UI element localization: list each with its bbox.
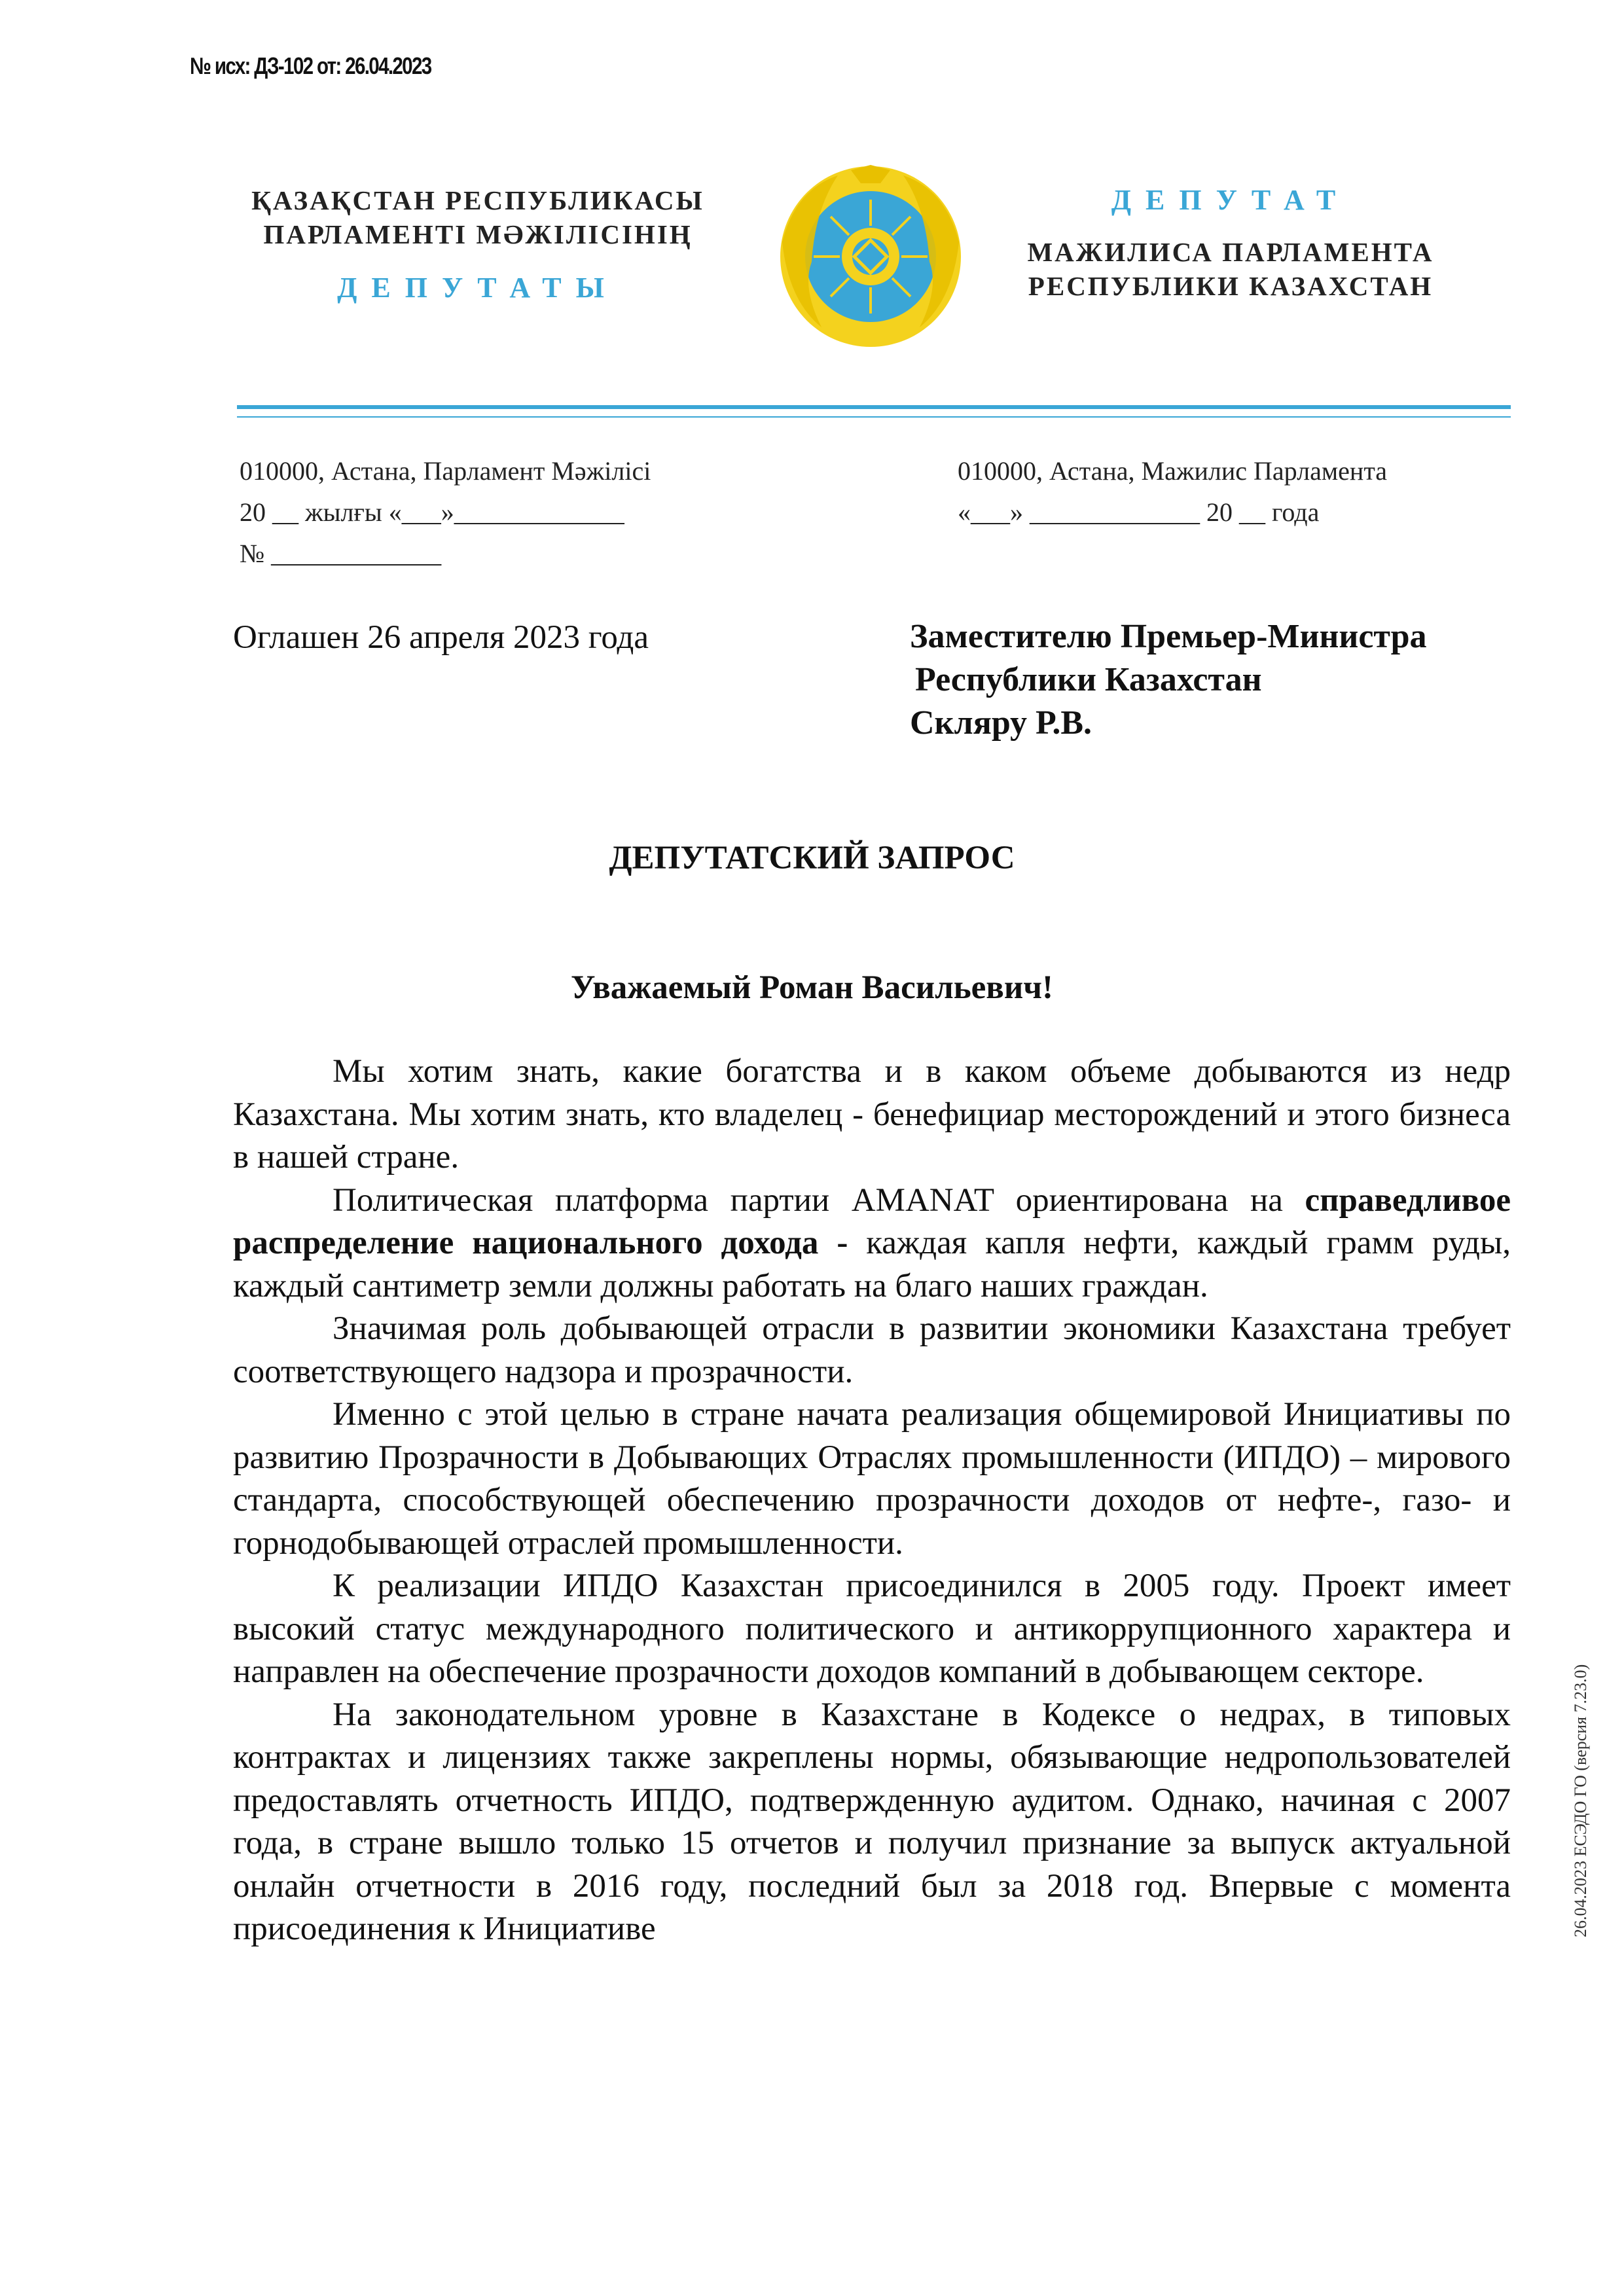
addressee-line1: Заместителю Премьер-Министра [910, 618, 1427, 655]
address-kz-line3: № _____________ [240, 539, 442, 568]
address-ru [958, 450, 1387, 533]
header-kz-deputy: ДЕПУТАТЫ [337, 272, 619, 304]
addressee-block [910, 615, 1427, 745]
header-ru [962, 183, 1499, 303]
header-ru-line2: РЕСПУБЛИКИ КАЗАХСТАН [1028, 271, 1434, 301]
address-ru-line1: 010000, Астана, Мажилис Парламента [958, 456, 1388, 486]
paragraph-3: Значимая роль добывающей отрасли в развитии экономики Казахстана требует соответствующего надзора и прозрачности. [233, 1310, 1511, 1390]
paragraph-4: Именно с этой целью в стране начата реализация общемировой Инициативы по развитию Прозрачности в Добывающих Отраслях промышленности (ИПДО) – мирового стандарта, способствующей обеспечению прозрачности доходов от нефте-, газо- и горнодобывающей отраслей промышленности. [233, 1396, 1511, 1562]
header-kz [196, 183, 759, 304]
document-title: ДЕПУТАТСКИЙ ЗАПРОС [609, 840, 1015, 876]
registration-number: № исх: ДЗ-102 от: 26.04.2023 [190, 52, 431, 79]
address-kz [240, 450, 651, 574]
header-kz-line1: ҚАЗАҚСТАН РЕСПУБЛИКАСЫ [251, 185, 704, 215]
paragraph-2-bold: справедливое распределение национального дохода - [233, 1181, 1511, 1261]
paragraph-5: К реализации ИПДО Казахстан присоединился в 2005 году. Проект имеет высокий статус международного политического и антикоррупционного характера и направлен на обеспечение прозрачности доходов компаний в добывающем секторе. [233, 1568, 1511, 1690]
address-kz-line2: 20 __ жылғы «___»_____________ [240, 497, 624, 527]
address-ru-line2: «___» _____________ 20 __ года [958, 497, 1320, 527]
announced-date: Оглашен 26 апреля 2023 года [233, 619, 649, 656]
salutation: Уважаемый Роман Васильевич! [571, 969, 1053, 1006]
header-kz-line2: ПАРЛАМЕНТІ МӘЖІЛІСІНІҢ [263, 219, 693, 249]
addressee-line2: Республики Казахстан [915, 661, 1262, 698]
header-ru-deputy: ДЕПУТАТ [1111, 184, 1350, 216]
paragraph-1: Мы хотим знать, какие богатства и в каком объеме добываются из недр Казахстана. Мы хотим знать, кто владелец - бенефициар месторождений и этого бизнеса в нашей стране. [233, 1053, 1511, 1175]
addressee-line3: Скляру Р.В. [910, 704, 1092, 742]
system-stamp: 26.04.2023 ЕСЭДО ГО (версия 7.23.0) [1571, 1664, 1590, 1937]
paragraph-2-end: каждая капля нефти, каждый грамм руды, каждый сантиметр земли должны работать на благо наших граждан. [233, 1225, 1511, 1304]
header-divider-thin [237, 416, 1511, 418]
paragraph-2-start: Политическая платформа партии AMANAT ориентирована на [333, 1181, 1305, 1219]
header-ru-line1: МАЖИЛИСА ПАРЛАМЕНТА [1027, 237, 1434, 267]
document-body [233, 1050, 1511, 1951]
state-emblem-icon [776, 164, 965, 350]
address-kz-line1: 010000, Астана, Парламент Мәжілісі [240, 456, 651, 486]
header-divider-thick [237, 405, 1511, 409]
paragraph-6: На законодательном уровне в Казахстане в Кодексе о недрах, в типовых контрактах и лицензиях также закреплены нормы, обязывающие недропользователей предоставлять отчетность ИПДО, подтвержденную аудитом. Однако, начиная с 2007 года, в стране вышло только 15 отчетов и получил признание за выпуск актуальной онлайн отчетности в 2016 году, последний был за 2018 год. Впервые с момента присоединения к Инициативе [233, 1696, 1511, 1947]
paragraph-2 [233, 1179, 1511, 1308]
